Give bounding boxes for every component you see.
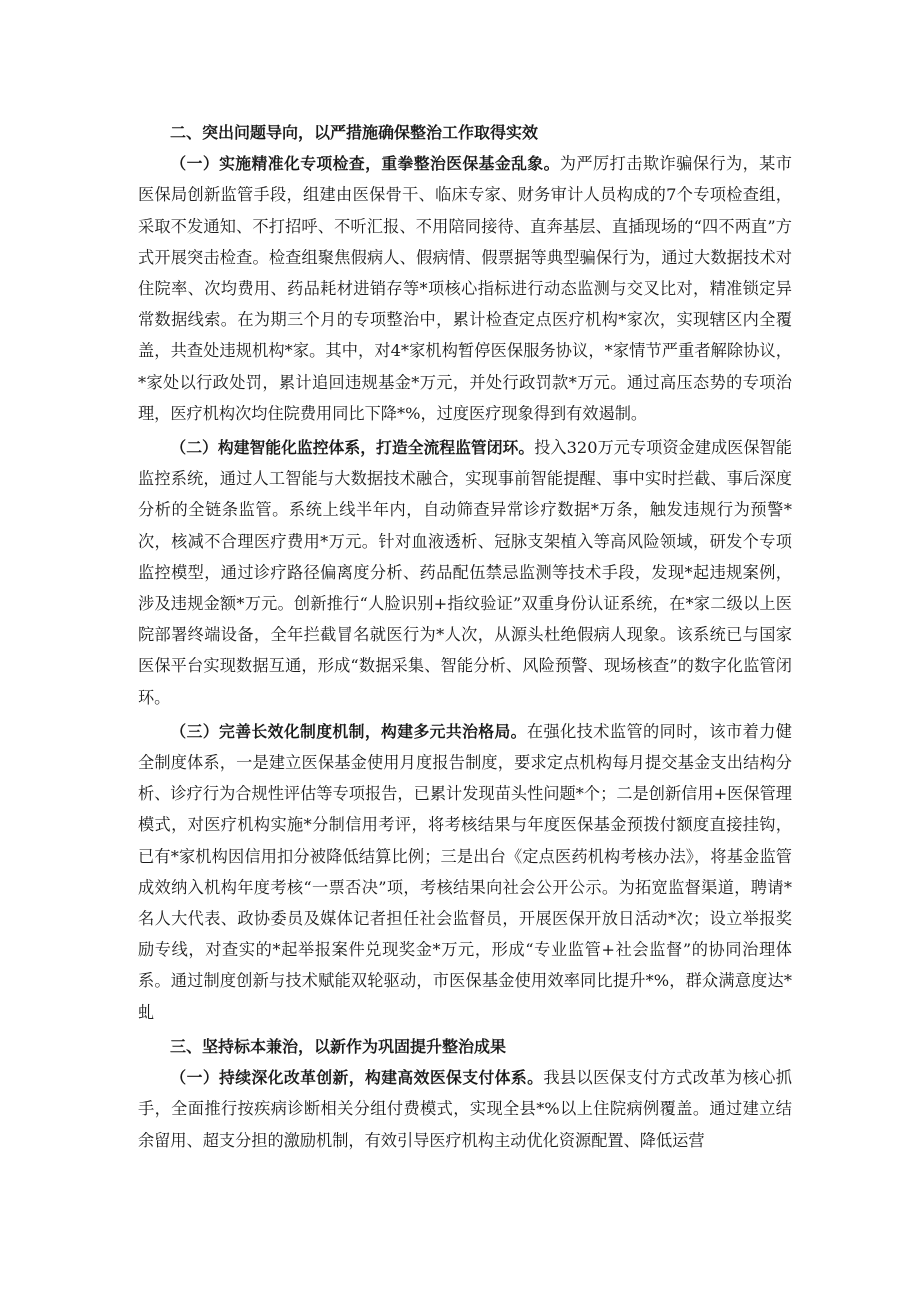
paragraph-body: 为严厉打击欺诈骗保行为，某市医保局创新监管手段，组建由医保骨干、临床专家、财务审计人员构成的7个专项检查组，采取不发通知、不打招呼、不听汇报、不用陪同接待、直奔基层、直插现场的“四不两直”方式开展突击检查。检查组聚焦假病人、假病情、假票据等典型骗保行为，通过大数据技术对住院率、次均费用、药品耗材进销存等*项核心指标进行动态监测与交叉比对，精准锁定异常数据线索。在为期三个月的专项整治中，累计检查定点医疗机构*家次，实现辖区内全覆盖，共查处违规机构*家。其中，对4*家机构暂停医保服务协议，*家情节严重者解除协议，*家处以行政处罚，累计追回违规基金*万元，并处行政罚款*万元。通过高压态势的专项治理，医疗机构次均住院费用同比下降*%，过度医疗现象得到有效遏制。 bbox=[138, 154, 792, 423]
section-3-heading: 三、坚持标本兼治，以新作为巩固提升整治成果 bbox=[170, 1036, 507, 1056]
paragraph-body: 我县以医保支付方式改革为核心抓手，全面推行按疾病诊断相关分组付费模式，实现全县*%以上住院病例覆盖。通过建立结余留用、超支分担的激励机制，有效引导医疗机构主动优化资源配置、降低运营 bbox=[138, 1068, 792, 1150]
paragraph-lead: （一）持续深化改革创新，构建高效医保支付体系。 bbox=[170, 1068, 544, 1088]
paragraph-inspection bbox=[138, 148, 792, 429]
paragraph-smart-monitoring bbox=[138, 432, 792, 713]
paragraph-lead: （三）完善长效化制度机制，构建多元共治格局。 bbox=[170, 721, 527, 741]
paragraph-payment-reform bbox=[138, 1062, 792, 1156]
section-2-heading: 二、突出问题导向，以严措施确保整治工作取得实效 bbox=[170, 123, 539, 142]
paragraph-body: 在强化技术监管的同时，该市着力健全制度体系，一是建立医保基金使用月度报告制度，要求定点机构每月提交基金支出结构分析、诊疗行为合规性评估等专项报告，已累计发现苗头性问题*个；二是创新信用+医保管理模式，对医疗机构实施*分制信用考评，将考核结果与年度医保基金预拨付额度直接挂钩，已有*家机构因信用扣分被降低结算比例；三是出台《定点医药机构考核办法》，将基金监管成效纳入机构年度考核“一票否决”项，考核结果向社会公开公示。为拓宽监督渠道，聘请*名人大代表、政协委员及媒体记者担任社会监督员，开展医保开放日活动*次；设立举报奖励专线，对查实的*起举报案件兑现奖金*万元，形成“专业监管+社会监督”的协同治理体系。通过制度创新与技术赋能双轮驱动，市医保基金使用效率同比提升*%，群众满意度达*虬 bbox=[138, 721, 792, 1022]
paragraph-body: 投入320万元专项资金建成医保智能监控系统，通过人工智能与大数据技术融合，实现事前智能提醒、事中实时拦截、事后深度分析的全链条监管。系统上线半年内，自动筛查异常诊疗数据*万条，触发违规行为预警*次，核减不合理医疗费用*万元。针对血液透析、冠脉支架植入等高风险领域，研发个专项监控模型，通过诊疗路径偏离度分析、药品配伍禁忌监测等技术手段，发现*起违规案例，涉及违规金额*万元。创新推行“人脸识别+指纹验证”双重身份认证系统，在*家二级以上医院部署终端设备，全年拦截冒名就医行为*人次，从源头杜绝假病人现象。该系统已与国家医保平台实现数据互通，形成“数据采集、智能分析、风险预警、现场核查”的数字化监管闭环。 bbox=[138, 438, 792, 707]
paragraph-lead: （一）实施精准化专项检查，重拳整治医保基金乱象。 bbox=[170, 154, 560, 174]
paragraph-institutional-mechanism bbox=[138, 716, 792, 1028]
paragraph-lead: （二）构建智能化监控体系，打造全流程监管闭环。 bbox=[170, 438, 535, 458]
document-page bbox=[138, 117, 792, 1156]
